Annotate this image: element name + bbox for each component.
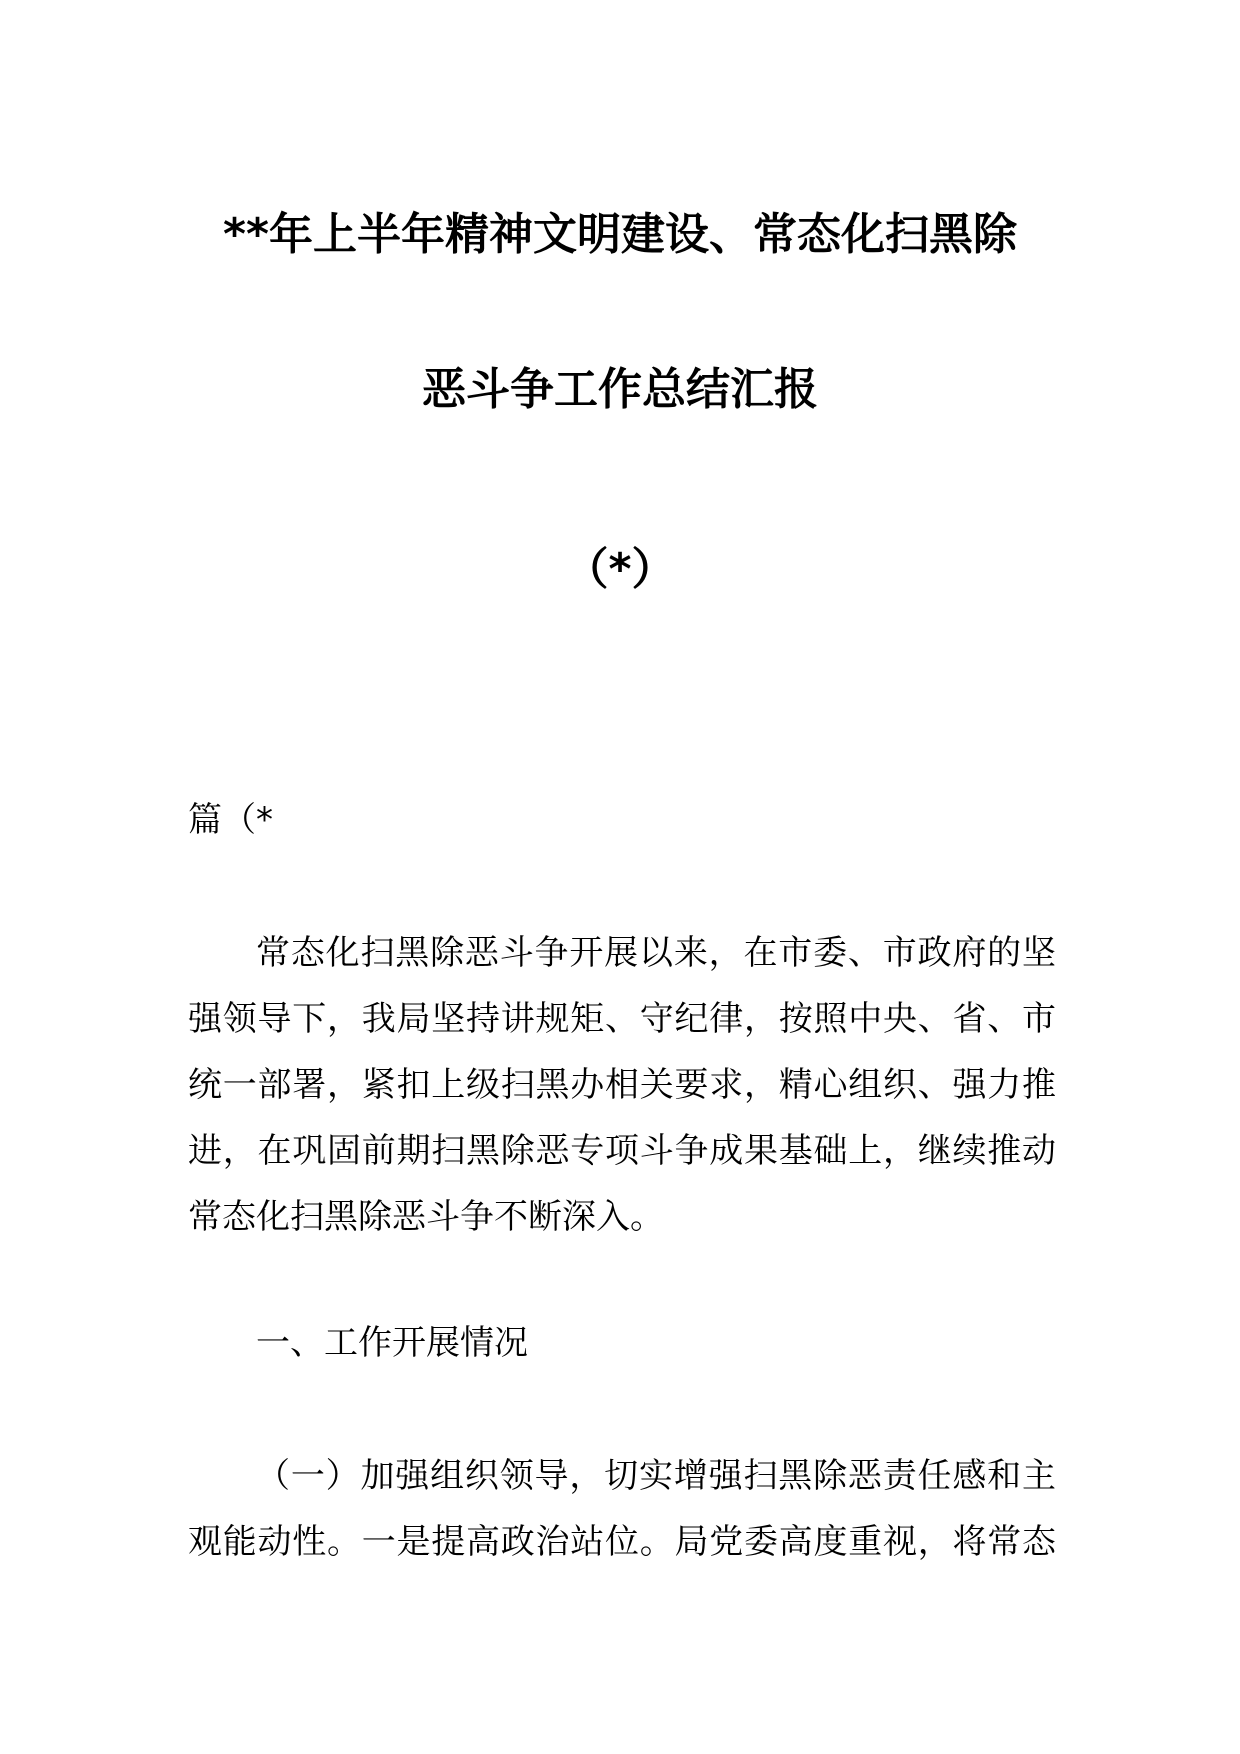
document-title-line-1: **年上半年精神文明建设、常态化扫黑除 <box>222 209 1018 260</box>
paragraph-line: 常态化扫黑除恶斗争开展以来，在市委、市政府的坚 <box>256 933 1056 973</box>
paragraph-line: 统一部署，紧扣上级扫黑办相关要求，精心组织、强力推 <box>188 1065 1056 1105</box>
document-subtitle-marker: （*） <box>564 544 676 595</box>
paragraph-line: 强领导下，我局坚持讲规矩、守纪律，按照中央、省、市 <box>188 999 1056 1039</box>
paragraph-line: 观能动性。一是提高政治站位。局党委高度重视，将常态 <box>188 1522 1056 1562</box>
paragraph-line: 常态化扫黑除恶斗争不断深入。 <box>188 1197 664 1237</box>
paragraph-line: （一）加强组织领导，切实增强扫黑除恶责任感和主 <box>256 1456 1056 1496</box>
paragraph-line: 进，在巩固前期扫黑除恶专项斗争成果基础上，继续推动 <box>188 1131 1056 1171</box>
intro-paragraph <box>188 920 1056 1250</box>
section-heading: 一、工作开展情况 <box>256 1323 528 1363</box>
section-label: 篇（* <box>188 800 273 840</box>
document-title-line-2: 恶斗争工作总结汇报 <box>422 364 818 415</box>
sub-paragraph <box>188 1443 1056 1575</box>
